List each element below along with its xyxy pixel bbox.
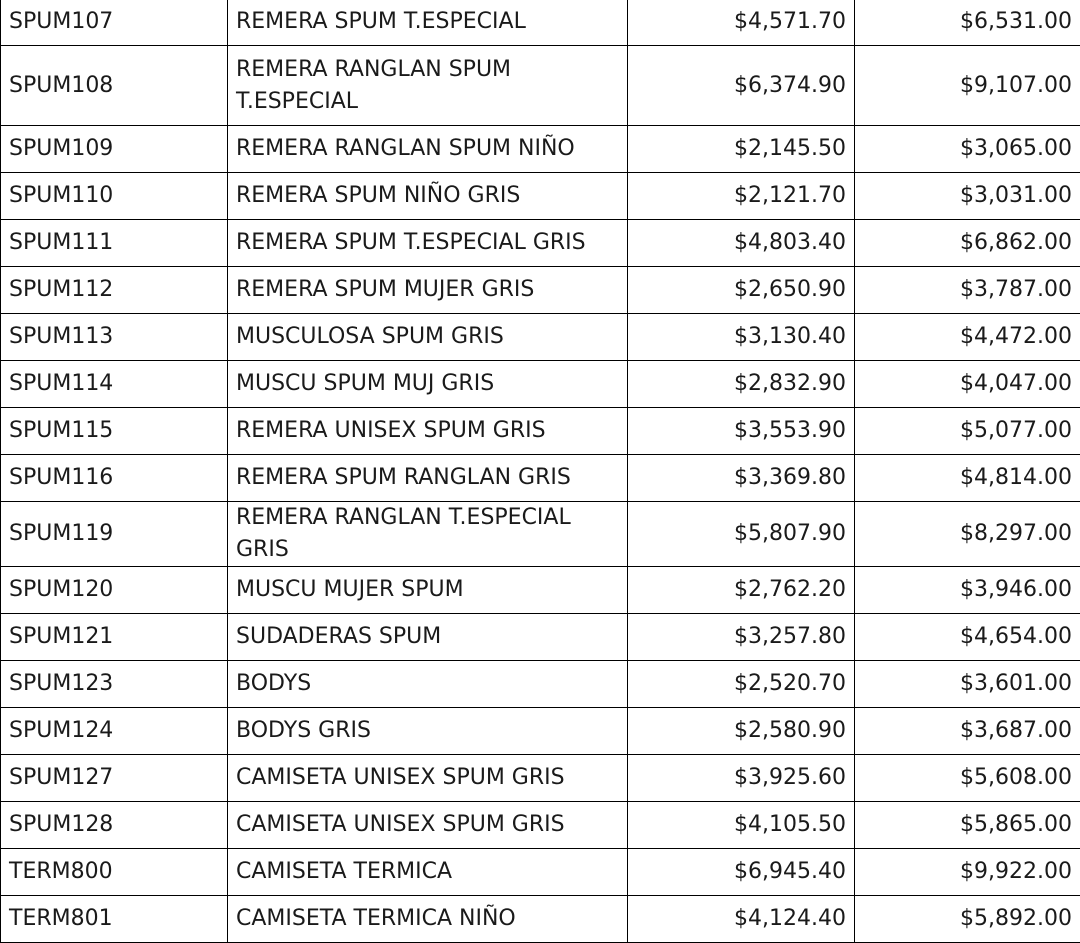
table-row (1, 0, 1080, 46)
table-row (1, 314, 1080, 361)
product-code-cell: SPUM111 (1, 220, 228, 267)
price-cell: $6,374.90 (628, 46, 855, 126)
price-cell: $3,687.00 (855, 708, 1080, 755)
product-code-cell: SPUM119 (1, 502, 228, 567)
price-cell: $4,124.40 (628, 896, 855, 943)
product-code-cell: SPUM124 (1, 708, 228, 755)
price-cell: $4,472.00 (855, 314, 1080, 361)
price-cell: $3,601.00 (855, 661, 1080, 708)
price-cell: $5,892.00 (855, 896, 1080, 943)
price-cell: $3,130.40 (628, 314, 855, 361)
product-description-cell: SUDADERAS SPUM (228, 614, 628, 661)
product-code-cell: TERM801 (1, 896, 228, 943)
price-cell: $3,946.00 (855, 567, 1080, 614)
price-cell: $3,553.90 (628, 408, 855, 455)
price-cell: $4,814.00 (855, 455, 1080, 502)
product-description-cell: REMERA RANGLAN T.ESPECIAL GRIS (228, 502, 628, 567)
price-cell: $5,807.90 (628, 502, 855, 567)
product-code-cell: SPUM107 (1, 0, 228, 46)
table-row (1, 220, 1080, 267)
product-description-cell: REMERA SPUM NIÑO GRIS (228, 173, 628, 220)
price-cell: $6,531.00 (855, 0, 1080, 46)
table-row (1, 802, 1080, 849)
product-description-cell: CAMISETA TERMICA (228, 849, 628, 896)
product-code-cell: SPUM108 (1, 46, 228, 126)
product-description-cell: REMERA UNISEX SPUM GRIS (228, 408, 628, 455)
product-description-cell: REMERA RANGLAN SPUM NIÑO (228, 126, 628, 173)
product-code-cell: SPUM128 (1, 802, 228, 849)
table-row (1, 126, 1080, 173)
price-cell: $3,925.60 (628, 755, 855, 802)
table-row (1, 755, 1080, 802)
product-description-cell: BODYS GRIS (228, 708, 628, 755)
table-row (1, 661, 1080, 708)
price-cell: $3,257.80 (628, 614, 855, 661)
table-row (1, 502, 1080, 567)
product-code-cell: SPUM127 (1, 755, 228, 802)
product-code-cell: SPUM113 (1, 314, 228, 361)
price-cell: $6,945.40 (628, 849, 855, 896)
product-code-cell: SPUM114 (1, 361, 228, 408)
product-description-cell: CAMISETA UNISEX SPUM GRIS (228, 755, 628, 802)
price-cell: $5,077.00 (855, 408, 1080, 455)
price-cell: $2,650.90 (628, 267, 855, 314)
price-cell: $4,047.00 (855, 361, 1080, 408)
table-row (1, 455, 1080, 502)
price-cell: $2,520.70 (628, 661, 855, 708)
product-code-cell: SPUM109 (1, 126, 228, 173)
product-code-cell: SPUM120 (1, 567, 228, 614)
price-cell: $6,862.00 (855, 220, 1080, 267)
price-cell: $9,107.00 (855, 46, 1080, 126)
price-cell: $4,571.70 (628, 0, 855, 46)
price-cell: $2,121.70 (628, 173, 855, 220)
table-row (1, 849, 1080, 896)
product-code-cell: TERM800 (1, 849, 228, 896)
product-code-cell: SPUM116 (1, 455, 228, 502)
product-description-cell: REMERA SPUM MUJER GRIS (228, 267, 628, 314)
table-row (1, 567, 1080, 614)
table-row (1, 46, 1080, 126)
price-cell: $3,369.80 (628, 455, 855, 502)
price-cell: $2,145.50 (628, 126, 855, 173)
product-description-cell: REMERA SPUM T.ESPECIAL (228, 0, 628, 46)
price-cell: $3,031.00 (855, 173, 1080, 220)
product-code-cell: SPUM121 (1, 614, 228, 661)
price-cell: $9,922.00 (855, 849, 1080, 896)
price-cell: $3,065.00 (855, 126, 1080, 173)
product-code-cell: SPUM123 (1, 661, 228, 708)
price-cell: $2,580.90 (628, 708, 855, 755)
price-cell: $2,762.20 (628, 567, 855, 614)
table-row (1, 708, 1080, 755)
price-list-body (1, 0, 1080, 943)
price-cell: $5,608.00 (855, 755, 1080, 802)
price-cell: $4,803.40 (628, 220, 855, 267)
product-description-cell: MUSCU MUJER SPUM (228, 567, 628, 614)
table-row (1, 614, 1080, 661)
table-row (1, 408, 1080, 455)
price-cell: $5,865.00 (855, 802, 1080, 849)
table-row (1, 267, 1080, 314)
product-description-cell: MUSCULOSA SPUM GRIS (228, 314, 628, 361)
table-row (1, 896, 1080, 943)
product-code-cell: SPUM115 (1, 408, 228, 455)
product-description-cell: CAMISETA UNISEX SPUM GRIS (228, 802, 628, 849)
product-code-cell: SPUM110 (1, 173, 228, 220)
product-description-cell: REMERA RANGLAN SPUM T.ESPECIAL (228, 46, 628, 126)
product-description-cell: REMERA SPUM RANGLAN GRIS (228, 455, 628, 502)
product-code-cell: SPUM112 (1, 267, 228, 314)
table-row (1, 173, 1080, 220)
price-cell: $4,654.00 (855, 614, 1080, 661)
product-description-cell: BODYS (228, 661, 628, 708)
table-row (1, 361, 1080, 408)
price-cell: $2,832.90 (628, 361, 855, 408)
price-cell: $4,105.50 (628, 802, 855, 849)
product-description-cell: CAMISETA TERMICA NIÑO (228, 896, 628, 943)
product-description-cell: REMERA SPUM T.ESPECIAL GRIS (228, 220, 628, 267)
price-cell: $3,787.00 (855, 267, 1080, 314)
product-description-cell: MUSCU SPUM MUJ GRIS (228, 361, 628, 408)
price-cell: $8,297.00 (855, 502, 1080, 567)
